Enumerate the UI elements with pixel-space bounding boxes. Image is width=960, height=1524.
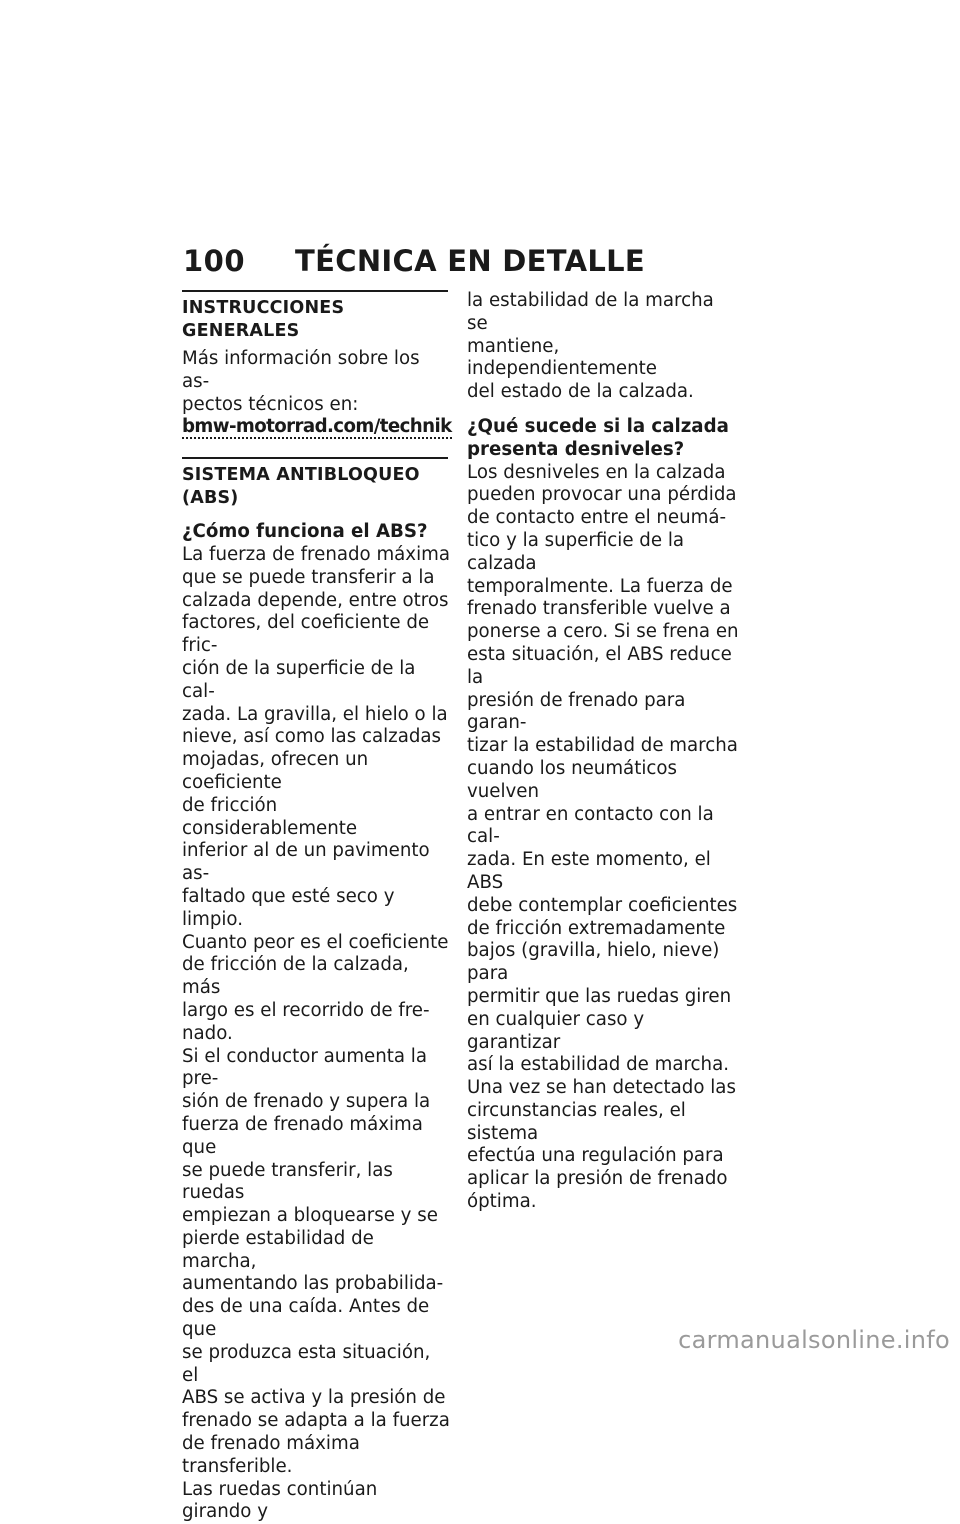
paragraph-locking (182, 1046, 450, 1524)
section-title-line: (ABS) (182, 488, 239, 509)
text-line: se puede transferir, las ruedas (182, 1159, 393, 1204)
text-line: esta situación, el ABS reduce la (467, 643, 732, 688)
text-line: frenado se adapta a la fuerza (182, 1410, 450, 1432)
text-line: zada. La gravilla, el hielo o la (182, 703, 448, 725)
text-line: Si el conductor aumenta la pre- (182, 1045, 428, 1090)
section-divider (182, 290, 448, 292)
text-line: óptima. (467, 1191, 537, 1213)
text-line: mantiene, independientemente (467, 335, 657, 380)
paragraph-friction (182, 544, 450, 1046)
text-line: nado. (182, 1022, 233, 1044)
text-line: mojadas, ofrecen un coeficiente (182, 749, 369, 793)
text-line: se produzca esta situación, el (182, 1341, 431, 1386)
text-line: pueden provocar una pérdida (467, 484, 737, 506)
left-column (182, 290, 450, 1524)
text-line: empiezan a bloquearse y se (182, 1205, 438, 1227)
text-line: de fricción extremadamente (467, 917, 726, 939)
text-line: pierde estabilidad de marcha, (182, 1227, 374, 1272)
watermark: carmanualsonline.info (678, 1326, 950, 1354)
text-line: así la estabilidad de marcha. (467, 1054, 730, 1076)
page-header (183, 244, 645, 278)
subheading-line: ¿Qué sucede si la calzada (467, 415, 729, 437)
text-line: largo es el recorrido de fre- (182, 999, 430, 1021)
text-line: circunstancias reales, el sistema (467, 1099, 686, 1144)
text-line: en cualquier caso y garantizar (467, 1008, 645, 1053)
text-line: efectúa una regulación para (467, 1145, 724, 1167)
text-line: Más información sobre los as- (182, 348, 420, 392)
section-divider (182, 457, 448, 459)
chapter-title: TÉCNICA EN DETALLE (295, 244, 646, 278)
text-line: aplicar la presión de frenado (467, 1168, 728, 1190)
text-line: aumentando las probabilida- (182, 1273, 444, 1295)
subheading-how-abs-works: ¿Cómo funciona el ABS? (182, 521, 428, 543)
text-line: de frenado máxima transferible. (182, 1433, 360, 1477)
text-line: ción de la superficie de la cal- (182, 657, 416, 702)
text-line: calzada depende, entre otros (182, 589, 449, 611)
section-title-line: SISTEMA ANTIBLOQUEO (182, 465, 420, 486)
text-line: permitir que las ruedas giren (467, 985, 732, 1007)
text-line: inferior al de un pavimento as- (182, 840, 430, 885)
text-line: des de una caída. Antes de que (182, 1296, 430, 1341)
text-line: la estabilidad de la marcha se (467, 290, 714, 334)
text-line: faltado que esté seco y limpio. (182, 885, 395, 930)
text-line: tizar la estabilidad de marcha (467, 735, 738, 757)
text-line: Una vez se han detectado las (467, 1077, 736, 1099)
text-line: nieve, así como las calzadas (182, 726, 442, 748)
paragraph-continuation (467, 290, 739, 404)
text-line: debe contemplar coeficientes (467, 894, 738, 916)
text-line: del estado de la calzada. (467, 381, 694, 403)
text-line: de contacto entre el neumá- (467, 507, 727, 529)
text-line: a entrar en contacto con la cal- (467, 803, 714, 848)
text-line: temporalmente. La fuerza de (467, 575, 733, 597)
section-title-general: INSTRUCCIONES GENERALES (182, 298, 345, 341)
text-line: de fricción de la calzada, más (182, 954, 409, 999)
text-line: cuando los neumáticos vuelven (467, 757, 677, 802)
text-line: de fricción considerablemente (182, 794, 358, 839)
text-line: ponerse a cero. Si se frena en (467, 621, 739, 643)
text-line: factores, del coeficiente de fric- (182, 612, 430, 657)
text-line: La fuerza de frenado máxima (182, 543, 450, 565)
text-line: sión de frenado y supera la (182, 1091, 431, 1113)
paragraph-uneven-road (467, 462, 739, 1214)
subheading-uneven-road (467, 416, 739, 462)
text-line: bajos (gravilla, hielo, nieve) para (467, 940, 720, 985)
text-line: presión de frenado para garan- (467, 689, 686, 734)
text-line: pectos técnicos en: (182, 393, 359, 415)
technik-link[interactable]: bmw-motorrad.com/technik (182, 416, 452, 438)
text-line: Cuanto peor es el coeficiente (182, 931, 449, 953)
text-line: tico y la superficie de la calzada (467, 529, 685, 574)
subheading-line: presenta desniveles? (467, 438, 685, 460)
page-number: 100 (183, 244, 246, 278)
text-line: Los desniveles en la calzada (467, 461, 726, 483)
text-line: fuerza de frenado máxima que (182, 1113, 423, 1158)
text-line: que se puede transferir a la (182, 566, 435, 588)
text-line: zada. En este momento, el ABS (467, 849, 711, 893)
text-line: frenado transferible vuelve a (467, 598, 731, 620)
right-column (467, 290, 739, 1214)
text-line: Las ruedas continúan girando y (182, 1478, 378, 1523)
section-title-abs (182, 464, 450, 510)
text-line: ABS se activa y la presión de (182, 1387, 446, 1409)
